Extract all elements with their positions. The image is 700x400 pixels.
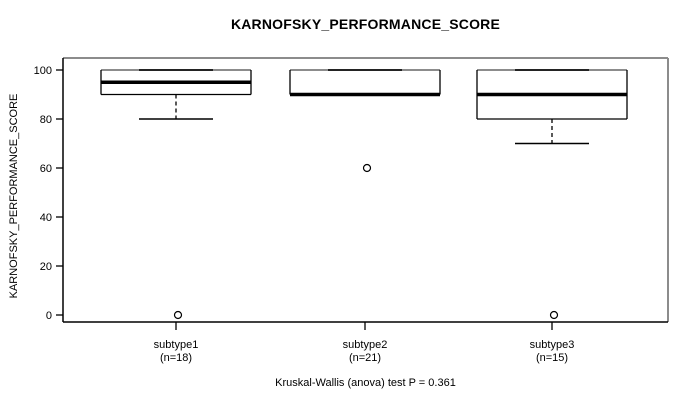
x-tick-label-subtype3	[487, 339, 617, 365]
y-tick-label-40: 40	[39, 212, 52, 224]
group-n-label: (n=21)	[348, 352, 382, 364]
box-subtype2	[290, 70, 440, 95]
group-label: subtype1	[153, 339, 199, 351]
stat-note: Kruskal-Wallis (anova) test P = 0.361	[275, 377, 456, 389]
group-n-label: (n=18)	[159, 352, 193, 364]
chart-title: KARNOFSKY_PERFORMANCE_SCORE	[230, 16, 501, 32]
outlier-point-subtype3	[551, 312, 558, 319]
x-tick-label-subtype2	[300, 339, 430, 365]
y-tick-label-0: 0	[45, 310, 52, 322]
group-label: subtype3	[529, 339, 575, 351]
x-tick-label-subtype1	[111, 339, 241, 365]
outlier-point-subtype2	[364, 165, 371, 172]
y-tick-label-60: 60	[39, 163, 52, 175]
outlier-point-subtype1	[175, 312, 182, 319]
y-tick-label-20: 20	[39, 261, 52, 273]
y-axis-title: KARNOFSKY_PERFORMANCE_SCORE	[8, 93, 20, 299]
y-tick-label-100: 100	[33, 65, 52, 77]
y-tick-label-80: 80	[39, 114, 52, 126]
group-n-label: (n=15)	[535, 352, 569, 364]
group-label: subtype2	[342, 339, 388, 351]
